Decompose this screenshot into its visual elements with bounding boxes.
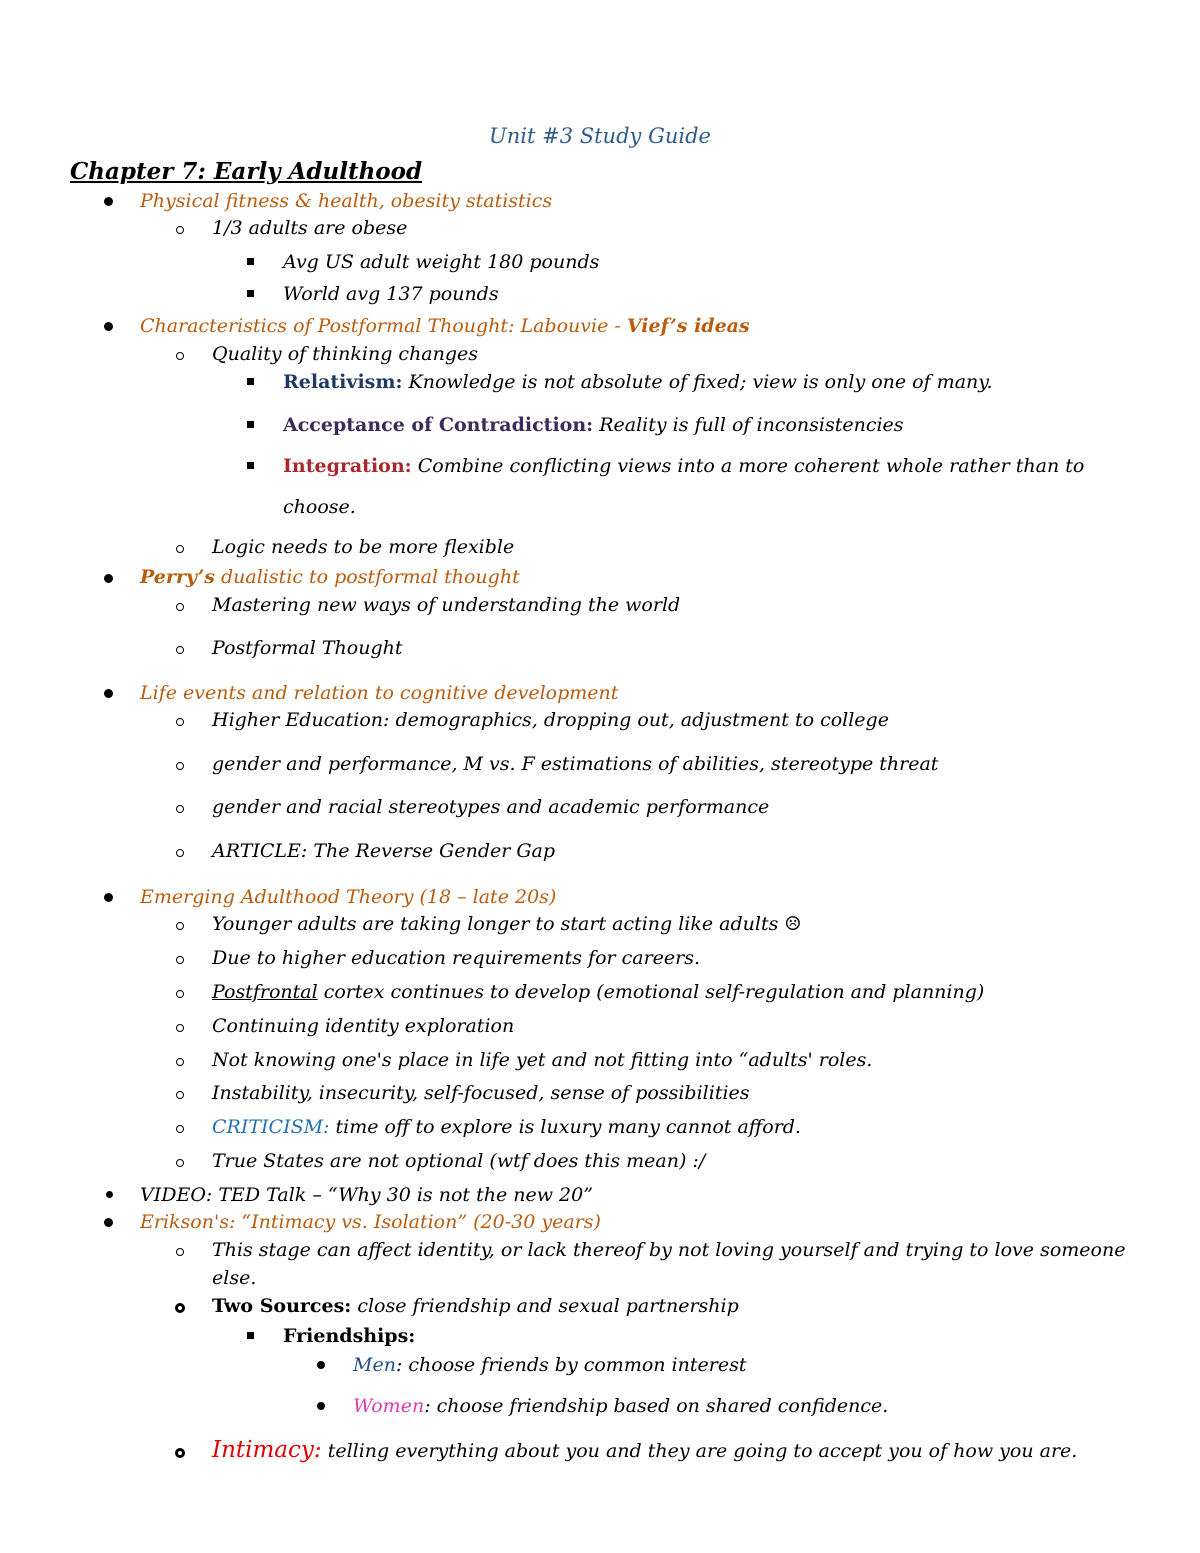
heading-text: Characteristics of Postformal Thought: Labouvie - — [140, 315, 627, 337]
list-item — [212, 1438, 1077, 1463]
circle-bullet-icon — [175, 1448, 185, 1458]
intimacy-label: Intimacy: — [212, 1437, 322, 1463]
section-heading-emerging: Emerging Adulthood Theory (18 – late 20s) — [140, 886, 557, 908]
circle-bullet-icon — [176, 956, 184, 964]
list-item: Due to higher education requirements for careers. — [212, 947, 701, 969]
bullet-icon — [317, 1402, 325, 1410]
list-item: Quality of thinking changes — [212, 343, 479, 365]
square-bullet-icon — [247, 378, 254, 385]
list-item: gender and racial stereotypes and academic performance — [212, 796, 770, 818]
square-bullet-icon — [247, 462, 254, 469]
circle-bullet-icon — [176, 1159, 184, 1167]
list-item: Continuing identity exploration — [212, 1015, 515, 1037]
section-heading-video: VIDEO: TED Talk – “Why 30 is not the new 20” — [140, 1184, 593, 1206]
list-item: Mastering new ways of understanding the world — [212, 594, 681, 616]
term-relativism: Relativism: — [283, 371, 403, 393]
underlined-term: Postfrontal — [212, 981, 318, 1003]
women-label: Women — [353, 1395, 425, 1417]
bullet-icon — [317, 1361, 325, 1369]
circle-bullet-icon — [176, 226, 184, 234]
list-item: True States are not optional (wtf does this mean) :/ — [212, 1150, 706, 1172]
list-item: Friendships: — [283, 1325, 416, 1347]
circle-bullet-icon — [176, 352, 184, 360]
list-item: Logic needs to be more flexible — [212, 536, 515, 558]
list-item — [353, 1353, 746, 1377]
circle-bullet-icon — [176, 922, 184, 930]
bullet-icon — [106, 1191, 113, 1198]
list-item — [212, 980, 984, 1004]
list-item: Not knowing one's place in life yet and not fitting into “adults' roles. — [212, 1049, 873, 1071]
square-bullet-icon — [247, 1332, 254, 1339]
list-item-continuation: choose. — [283, 496, 356, 518]
circle-bullet-icon — [176, 545, 184, 553]
list-item: 1/3 adults are obese — [212, 217, 408, 239]
term-contradiction: Acceptance of Contradiction: — [283, 414, 594, 436]
circle-bullet-icon — [176, 1248, 184, 1256]
page-title: Unit #3 Study Guide — [489, 124, 711, 148]
heading-emphasis: Perry’s — [140, 566, 215, 588]
circle-bullet-icon — [176, 718, 184, 726]
bullet-icon — [104, 689, 113, 698]
section-heading-postformal — [140, 314, 750, 338]
list-item: gender and performance, M vs. F estimations of abilities, stereotype threat — [212, 753, 939, 775]
list-item: Younger adults are taking longer to start acting like adults ☹ — [212, 913, 802, 935]
circle-bullet-icon — [176, 603, 184, 611]
list-item: Postformal Thought — [212, 637, 403, 659]
list-item: Avg US adult weight 180 pounds — [283, 251, 600, 273]
men-label: Men — [353, 1354, 396, 1376]
list-item: World avg 137 pounds — [283, 283, 499, 305]
circle-bullet-icon — [176, 646, 184, 654]
list-item — [283, 454, 1084, 478]
bullet-icon — [104, 1218, 113, 1227]
circle-bullet-icon — [176, 990, 184, 998]
list-item — [212, 1294, 739, 1318]
list-item: Instability, insecurity, self-focused, sense of possibilities — [212, 1082, 750, 1104]
circle-bullet-icon — [176, 1024, 184, 1032]
bullet-icon — [104, 893, 113, 902]
square-bullet-icon — [247, 290, 254, 297]
chapter-heading: Chapter 7: Early Adulthood — [70, 158, 423, 185]
section-heading-life-events: Life events and relation to cognitive development — [140, 682, 619, 704]
definition: : choose friendship based on shared confidence. — [424, 1395, 889, 1417]
definition: close friendship and sexual partnership — [351, 1295, 739, 1317]
definition: telling everything about you and they are going to accept you of how you are. — [321, 1440, 1078, 1462]
square-bullet-icon — [247, 258, 254, 265]
list-item — [353, 1394, 888, 1418]
list-item: This stage can affect identity, or lack thereof by not loving yourself and trying to love someone — [212, 1239, 1126, 1261]
definition: Combine conflicting views into a more coherent whole rather than to — [411, 455, 1085, 477]
circle-bullet-icon — [176, 849, 184, 857]
criticism-label: CRITICISM: — [212, 1116, 330, 1138]
list-item — [212, 1115, 801, 1139]
bullet-icon — [104, 574, 113, 583]
definition: time off to explore is luxury many cannot afford. — [329, 1116, 801, 1138]
square-bullet-icon — [247, 421, 254, 428]
definition: Knowledge is not absolute of fixed; view is only one of many. — [402, 371, 993, 393]
heading-emphasis: Vief’s ideas — [626, 315, 750, 337]
definition: Reality is full of inconsistencies — [593, 414, 904, 436]
definition: : choose friends by common interest — [395, 1354, 747, 1376]
list-item-continuation: else. — [212, 1267, 257, 1289]
definition: cortex continues to develop (emotional self-regulation and planning) — [317, 981, 985, 1003]
circle-bullet-icon — [176, 805, 184, 813]
circle-bullet-icon — [176, 1091, 184, 1099]
list-item: Higher Education: demographics, dropping out, adjustment to college — [212, 709, 889, 731]
bullet-icon — [104, 322, 113, 331]
term-two-sources: Two Sources: — [212, 1295, 352, 1317]
list-item — [283, 370, 993, 394]
circle-bullet-icon — [176, 1058, 184, 1066]
circle-bullet-icon — [176, 762, 184, 770]
term-integration: Integration: — [283, 455, 412, 477]
section-heading-erikson: Erikson's: “Intimacy vs. Isolation” (20-30 years) — [140, 1211, 601, 1233]
list-item: ARTICLE: The Reverse Gender Gap — [212, 840, 556, 862]
list-item — [283, 413, 904, 437]
circle-bullet-icon — [176, 1125, 184, 1133]
circle-bullet-icon — [175, 1303, 185, 1313]
section-heading-perry — [140, 565, 520, 589]
section-heading-fitness: Physical fitness & health, obesity statistics — [140, 190, 553, 212]
bullet-icon — [104, 197, 113, 206]
heading-text: dualistic to postformal thought — [214, 566, 520, 588]
